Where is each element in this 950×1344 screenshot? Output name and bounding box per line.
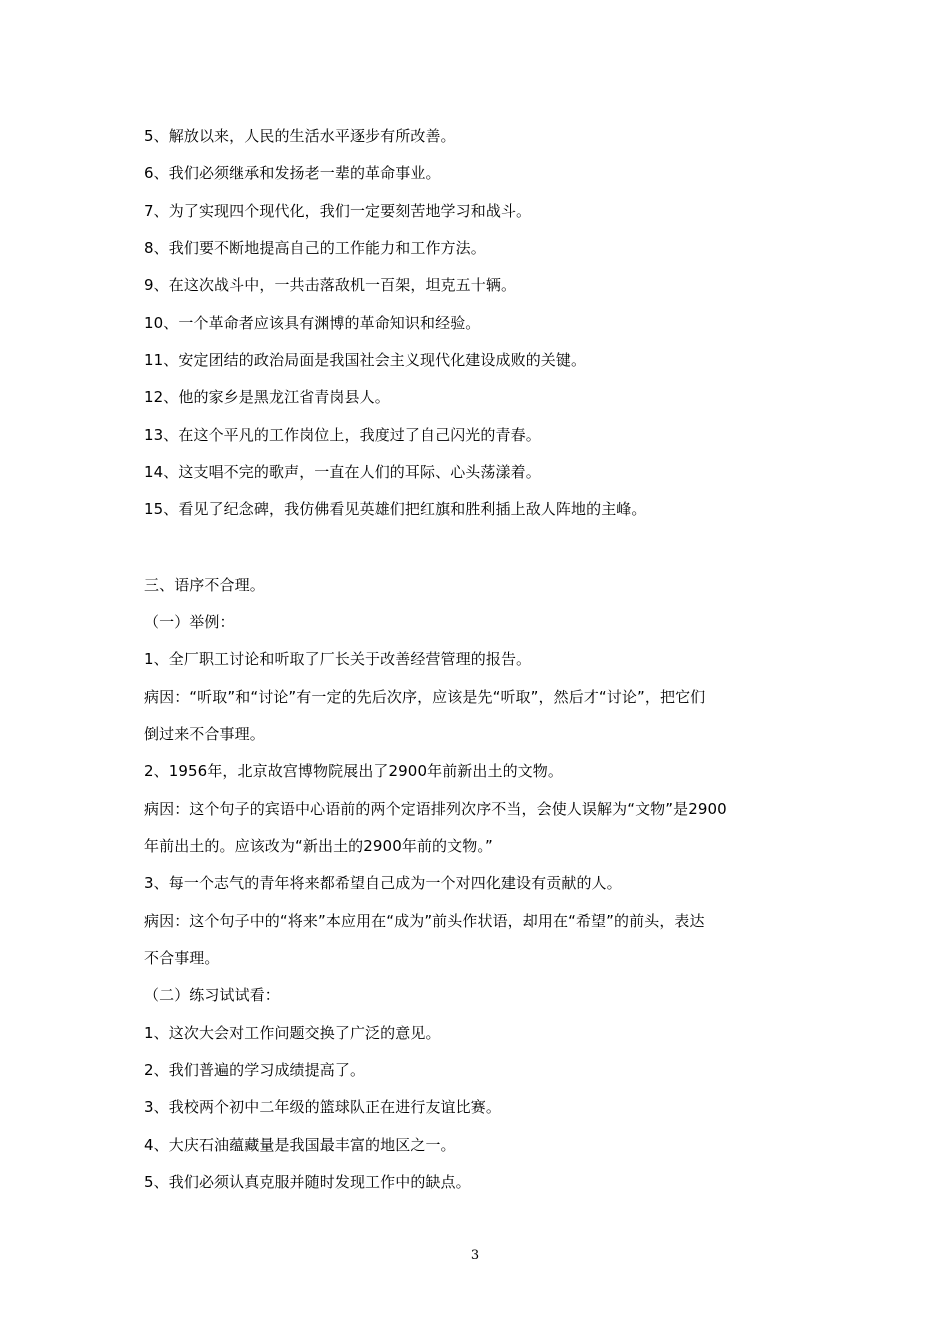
example-analysis-1: 病因：“听取”和“讨论”有一定的先后次序，应该是先“听取”，然后才“讨论”，把它们 xyxy=(144,688,706,706)
exercise-item-10: 10、一个革命者应该具有渊博的革命知识和经验。 xyxy=(144,314,481,332)
exercise-item-5: 5、解放以来，人民的生活水平逐步有所改善。 xyxy=(144,127,456,145)
example-item-1: 1、全厂职工讨论和听取了厂长关于改善经营管理的报告。 xyxy=(144,650,532,668)
example-analysis-2-cont: 年前出土的。应该改为“新出土的2900年前的文物。” xyxy=(144,837,493,855)
example-analysis-3: 病因：这个句子中的“将来”本应用在“成为”前头作状语，却用在“希望”的前头，表达 xyxy=(144,912,705,930)
example-item-3: 3、每一个志气的青年将来都希望自己成为一个对四化建设有贡献的人。 xyxy=(144,874,622,892)
section-heading: 三、语序不合理。 xyxy=(144,576,265,594)
practice-item-1: 1、这次大会对工作问题交换了广泛的意见。 xyxy=(144,1024,441,1042)
exercise-item-13: 13、在这个平凡的工作岗位上，我度过了自己闪光的青春。 xyxy=(144,426,541,444)
practice-item-2: 2、我们普遍的学习成绩提高了。 xyxy=(144,1061,366,1079)
subsection-heading-examples: （一）举例： xyxy=(144,613,235,631)
exercise-item-15: 15、看见了纪念碑，我仿佛看见英雄们把红旗和胜利插上敌人阵地的主峰。 xyxy=(144,500,647,518)
practice-item-5: 5、我们必须认真克服并随时发现工作中的缺点。 xyxy=(144,1173,471,1191)
exercise-item-14: 14、这支唱不完的歌声，一直在人们的耳际、心头荡漾着。 xyxy=(144,463,541,481)
exercise-item-7: 7、为了实现四个现代化，我们一定要刻苦地学习和战斗。 xyxy=(144,202,532,220)
exercise-item-9: 9、在这次战斗中，一共击落敌机一百架，坦克五十辆。 xyxy=(144,276,517,294)
example-analysis-3-cont: 不合事理。 xyxy=(144,949,220,967)
example-analysis-1-cont: 倒过来不合事理。 xyxy=(144,725,265,743)
practice-item-3: 3、我校两个初中二年级的篮球队正在进行友谊比赛。 xyxy=(144,1098,501,1116)
exercise-item-11: 11、安定团结的政治局面是我国社会主义现代化建设成败的关键。 xyxy=(144,351,587,369)
practice-item-4: 4、大庆石油蕴藏量是我国最丰富的地区之一。 xyxy=(144,1136,456,1154)
example-item-2: 2、1956年，北京故宫博物院展出了2900年前新出土的文物。 xyxy=(144,762,563,780)
subsection-heading-practice: （二）练习试试看： xyxy=(144,986,280,1004)
exercise-item-6: 6、我们必须继承和发扬老一辈的革命事业。 xyxy=(144,164,441,182)
exercise-item-8: 8、我们要不断地提高自己的工作能力和工作方法。 xyxy=(144,239,486,257)
exercise-item-12: 12、他的家乡是黑龙江省青岗县人。 xyxy=(144,388,390,406)
example-analysis-2: 病因：这个句子的宾语中心语前的两个定语排列次序不当，会使人误解为“文物”是2900 xyxy=(144,800,727,818)
page-number: 3 xyxy=(470,1248,480,1263)
